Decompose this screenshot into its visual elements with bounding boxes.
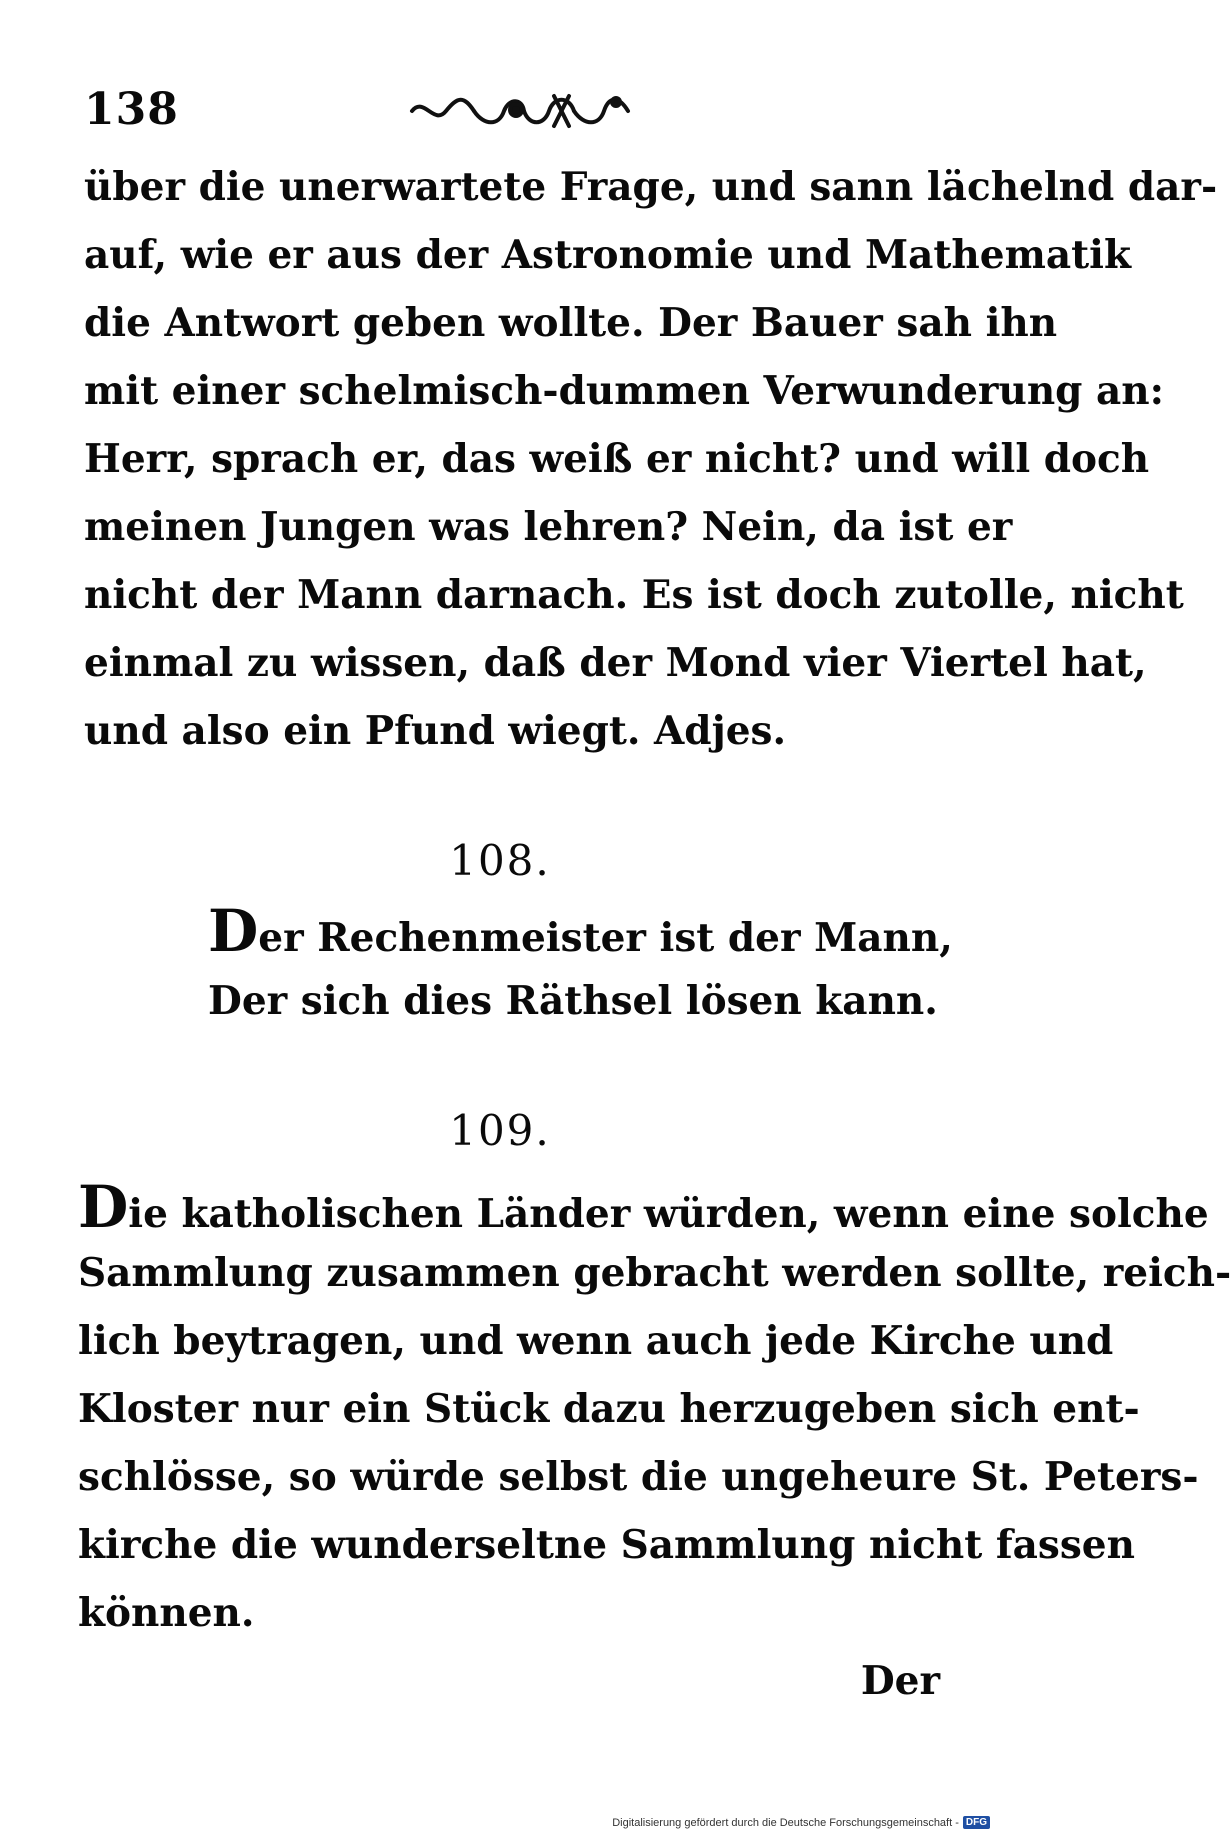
text-line: Herr, sprach er, das weiß er nicht? und will doch xyxy=(84,436,1150,482)
text-line: kirche die wunderseltne Sammlung nicht fassen xyxy=(78,1522,1135,1568)
text-line: die Antwort geben wollte. Der Bauer sah ihn xyxy=(84,300,1058,346)
dfg-logo: DFG xyxy=(963,1816,990,1829)
text-line: mit einer schelmisch-dummen Verwunderung an: xyxy=(84,368,1165,414)
page-header xyxy=(84,84,944,144)
text-line: Kloster nur ein Stück dazu herzugeben sich ent- xyxy=(78,1386,1140,1432)
text-line: über die unerwartete Frage, und sann lächelnd dar- xyxy=(84,164,1218,210)
text-line: meinen Jungen was lehren? Nein, da ist er xyxy=(84,504,1013,550)
section-number: 109. xyxy=(449,1106,551,1155)
section-number: 108. xyxy=(449,836,551,885)
footer-text: Digitalisierung gefördert durch die Deutsche Forschungsgemeinschaft - xyxy=(612,1816,959,1829)
ornament-vignette xyxy=(404,86,634,136)
text-line: können. xyxy=(78,1590,255,1636)
verse-line: Der sich dies Räthsel lösen kann. xyxy=(208,978,938,1024)
digitization-footer xyxy=(612,1816,990,1829)
text-line: Die katholischen Länder würden, wenn eine solche xyxy=(78,1173,1209,1241)
page-number: 138 xyxy=(84,84,179,135)
text-line: einmal zu wissen, daß der Mond vier Viertel hat, xyxy=(84,640,1147,686)
text-line: auf, wie er aus der Astronomie und Mathematik xyxy=(84,232,1131,278)
text-line: und also ein Pfund wiegt. Adjes. xyxy=(84,708,787,754)
text-line: Sammlung zusammen gebracht werden sollte, reich- xyxy=(78,1250,1231,1296)
text-line: lich beytragen, und wenn auch jede Kirche und xyxy=(78,1318,1114,1364)
catchword: Der xyxy=(860,1658,940,1704)
text-line: nicht der Mann darnach. Es ist doch zutolle, nicht xyxy=(84,572,1184,618)
text-line: schlösse, so würde selbst die ungeheure St. Peters- xyxy=(78,1454,1199,1500)
verse-line: Der Rechenmeister ist der Mann, xyxy=(208,897,953,965)
